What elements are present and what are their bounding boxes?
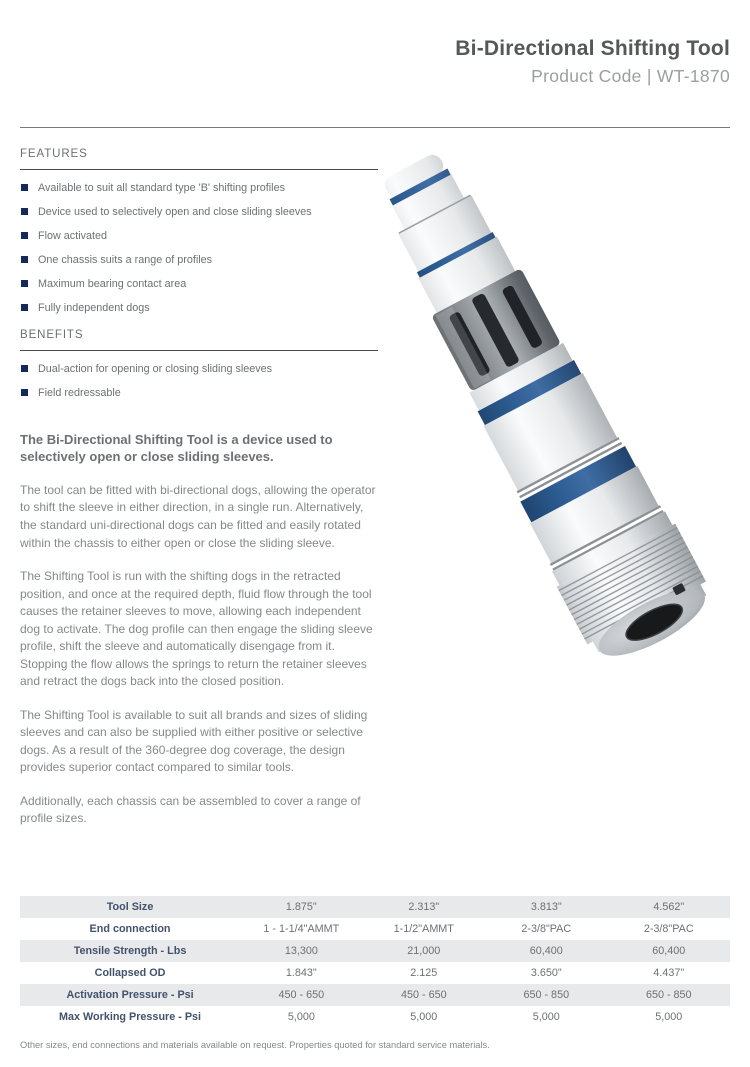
spec-value: 4.437" [653, 967, 685, 979]
spec-value: 60,400 [529, 945, 563, 957]
bullet-square-icon [21, 389, 28, 396]
spec-value: 650 - 850 [523, 989, 570, 1001]
features-heading: FEATURES [20, 148, 378, 170]
bullet-square-icon [21, 304, 28, 311]
feature-item [20, 254, 378, 267]
page-title: Bi-Directional Shifting Tool [455, 37, 730, 60]
spec-value: 5,000 [532, 1011, 560, 1023]
spec-value: 1-1/2"AMMT [393, 923, 454, 935]
description-paragraph: Additionally, each chassis can be assembled to cover a range of profile sizes. [20, 793, 361, 826]
spec-value: 2-3/8"PAC [643, 923, 694, 935]
feature-item [20, 278, 378, 291]
bullet-square-icon [21, 232, 28, 239]
benefits-list [20, 363, 378, 400]
feature-text: Maximum bearing contact area [38, 277, 187, 290]
bullet-square-icon [21, 184, 28, 191]
spec-value: 60,400 [652, 945, 686, 957]
feature-text: Fully independent dogs [38, 301, 150, 314]
feature-text: Flow activated [38, 229, 108, 242]
spec-value: 450 - 650 [400, 989, 447, 1001]
spec-value: 3.650" [530, 967, 562, 979]
feature-item [20, 206, 378, 219]
bullet-square-icon [21, 208, 28, 215]
feature-item [20, 182, 378, 195]
description-paragraph: The Shifting Tool is run with the shifting dogs in the retracted position, and once at the required depth, fluid flow through the tool causes the retainer sleeves to move, allowing each independent dog to activate. The dog profile can then engage the sliding sleeve profile, shift the sleeve and automatically disengage from it. Stopping the flow allows the springs to return the retainer sleeves and retract the dogs back into the closed position. [20, 569, 373, 689]
benefit-item [20, 363, 378, 376]
left-column [20, 148, 378, 828]
spec-row [20, 896, 730, 918]
spec-value: 2.313" [408, 901, 440, 913]
spec-label: Collapsed OD [94, 967, 166, 979]
spec-row [20, 918, 730, 940]
spec-row [20, 1006, 730, 1028]
spec-row [20, 940, 730, 962]
feature-text: Device used to selectively open and close sliding sleeves [38, 205, 312, 218]
spec-row [20, 962, 730, 984]
spec-value: 1 - 1-1/4"AMMT [263, 923, 340, 935]
spec-label: Tensile Strength - Lbs [73, 945, 187, 957]
shifting-tool-image [383, 152, 735, 708]
spec-value: 2-3/8"PAC [521, 923, 572, 935]
spec-value: 13,300 [284, 945, 318, 957]
spec-row [20, 984, 730, 1006]
spec-value: 21,000 [407, 945, 441, 957]
spec-value: 4.562" [653, 901, 685, 913]
spec-label: Tool Size [106, 901, 154, 913]
feature-item [20, 230, 378, 243]
spec-value: 3.813" [530, 901, 562, 913]
benefits-heading: BENEFITS [20, 329, 378, 351]
spec-value: 450 - 650 [278, 989, 325, 1001]
product-code: Product Code | WT-1870 [531, 66, 730, 87]
spec-label: End connection [89, 923, 171, 935]
spec-value: 1.843" [285, 967, 317, 979]
bullet-square-icon [21, 365, 28, 372]
feature-text: One chassis suits a range of profiles [38, 253, 213, 266]
feature-item [20, 302, 378, 315]
spec-value: 650 - 850 [645, 989, 692, 1001]
spec-value: 5,000 [287, 1011, 315, 1023]
header [455, 36, 730, 87]
bullet-square-icon [21, 280, 28, 287]
spec-value: 2.125 [410, 967, 438, 979]
features-list [20, 182, 378, 315]
description-intro: The Bi-Directional Shifting Tool is a device used to selectively open or close sliding sleeves. [20, 431, 333, 465]
spec-value: 5,000 [655, 1011, 683, 1023]
spec-label: Max Working Pressure - Psi [59, 1011, 202, 1023]
spec-label: Activation Pressure - Psi [66, 989, 194, 1001]
header-divider [20, 127, 730, 128]
benefit-text: Field redressable [38, 387, 121, 400]
description-paragraph: The Shifting Tool is available to suit all brands and sizes of sliding sleeves and can also be supplied with either positive or selective dogs. As a result of the 360-degree dog coverage, the design provides superior contact compared to similar tools. [20, 707, 368, 775]
spec-value: 1.875" [285, 901, 317, 913]
benefit-text: Dual-action for opening or closing sliding sleeves [38, 363, 273, 376]
description-paragraph: The tool can be fitted with bi-directional dogs, allowing the operator to shift the sleeve in either direction, in a single run. Alternatively, the standard uni-directional dogs can be fitted and easily rotated within the chassis to either open or close the sliding sleeve. [20, 482, 376, 550]
spec-table [20, 896, 730, 1028]
feature-text: Available to suit all standard type 'B' shifting profiles [38, 182, 285, 194]
benefit-item [20, 387, 378, 400]
shifting-tool-svg [383, 152, 735, 708]
footnote: Other sizes, end connections and materials available on request. Properties quoted for standard service materials. [20, 1040, 490, 1050]
spec-value: 5,000 [410, 1011, 438, 1023]
bullet-square-icon [21, 256, 28, 263]
